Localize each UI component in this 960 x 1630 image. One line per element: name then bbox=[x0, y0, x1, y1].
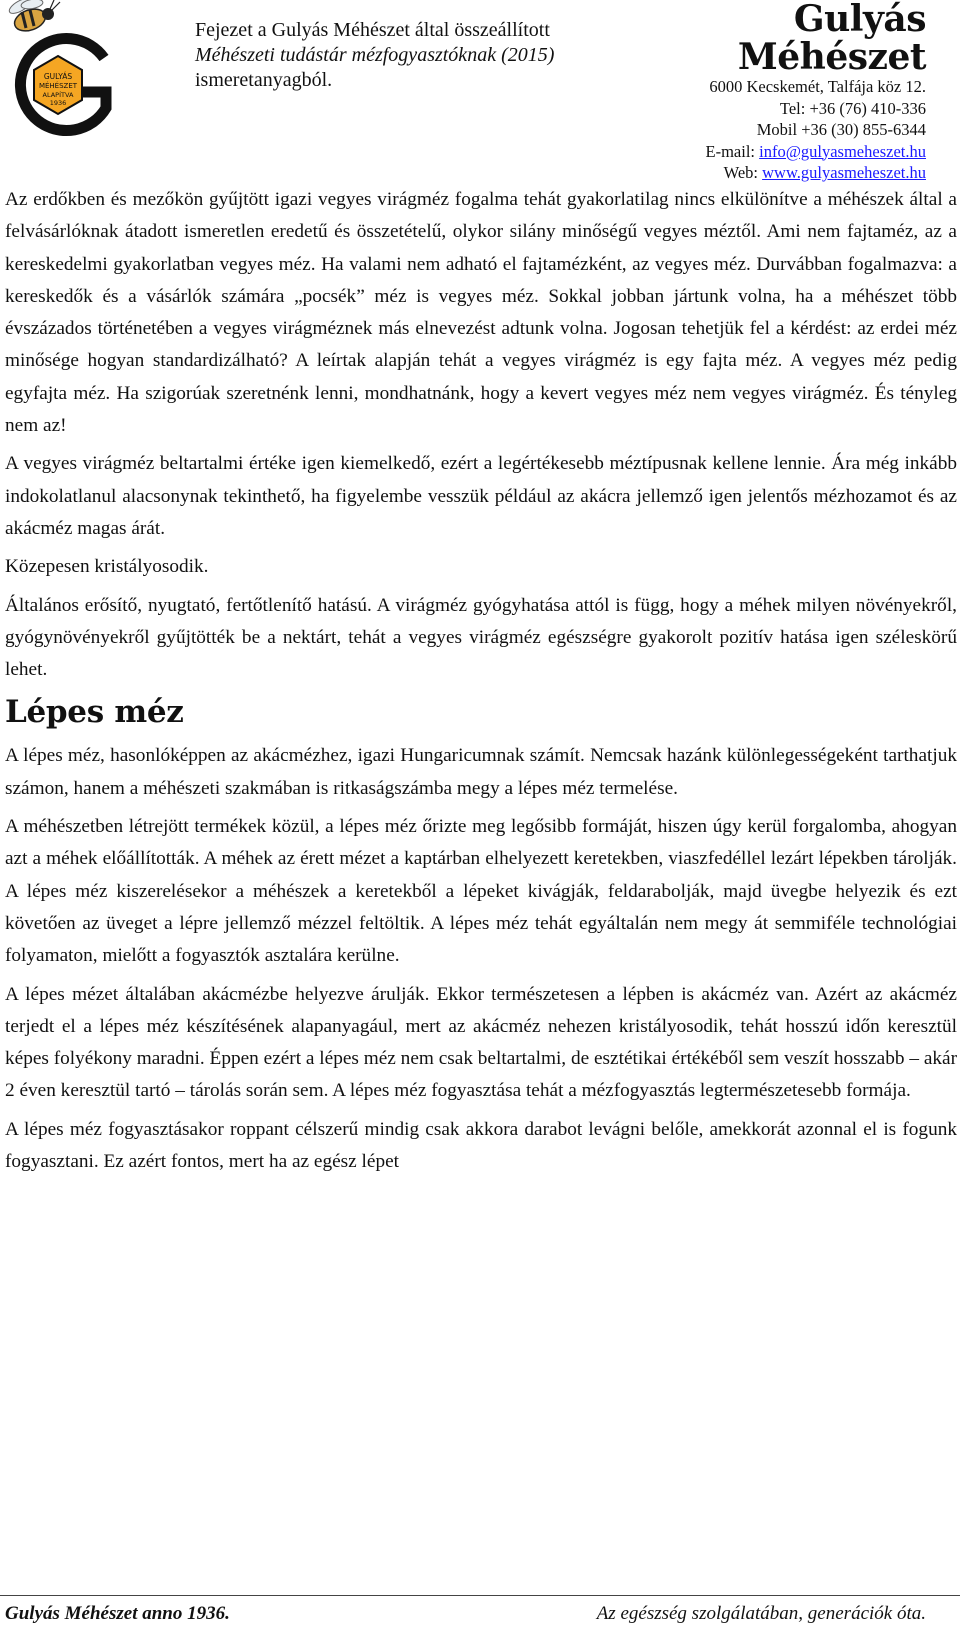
logo-text-3: ALAPÍTVA bbox=[42, 91, 74, 99]
footer-right: Az egészség szolgálatában, generációk óta. bbox=[596, 1603, 926, 1624]
intro-line-1: Fejezet a Gulyás Méhészet által összeállított bbox=[195, 19, 550, 41]
web-line bbox=[626, 162, 926, 184]
logo-text-2: MÉHÉSZET bbox=[38, 82, 78, 90]
logo-text-4: 1936 bbox=[49, 99, 67, 107]
paragraph: A méhészetben létrejött termékek közül, a lépes méz őrizte meg legősibb formáját, hiszen úgy kerül forgalomba, ahogyan azt a méhek előállították. A méhek az érett mézet a kaptárban elhelyezett keretekben, viaszfedéllel lezárt lépekben tárolják. A lépes méz kiszerelésekor a méhészek a keretekből a lépeket kivágják, feldarabolják, majd üvegbe helyezik és ezt követően az üveget a lépre jellemző mézzel feltöltik. A lépes méz tehát egyáltalán nem megy át semmiféle technológiai folyamaton, mielőtt a fogyasztók asztalára kerülne. bbox=[5, 816, 957, 967]
section-heading: Lépes méz bbox=[5, 694, 184, 731]
email-line bbox=[626, 141, 926, 163]
email-link[interactable]: info@gulyasmeheszet.hu bbox=[759, 141, 926, 161]
paragraph: Általános erősítő, nyugtató, fertőtlenítő hatású. A virágméz gyógyhatása attól is függ, hogy a méhek milyen növényekről, gyógynövényekről gyűjtötték be a nektárt, tehát a vegyes virágméz egészségre gyakorolt pozitív hatása igen széleskörű lehet. bbox=[5, 594, 957, 681]
web-label: Web: bbox=[723, 163, 763, 182]
logo-text-1: GULYÁS bbox=[43, 72, 73, 81]
brand-name: Gulyás Méhészet bbox=[737, 0, 926, 78]
paragraph: A lépes méz fogyasztásakor roppant célszerű mindig csak akkora darabot levágni belőle, amekkorát azonnal el is fogunk fogyasztani. Ez azért fontos, mert ha az egész lépet bbox=[5, 1118, 957, 1173]
phone: Tel: +36 (76) 410-336 bbox=[779, 98, 926, 118]
footer-left: Gulyás Méhészet anno 1936. bbox=[5, 1603, 230, 1624]
email-label: E-mail: bbox=[705, 141, 760, 161]
paragraph: Az erdőkben és mezőkön gyűjtött igazi vegyes virágméz fogalma tehát gyakorlatilag nincs elkülönítve a méhészek által a felvásárlóknak átadott ismeretlen eredetű és összetételű, olykor silány minőségű vegyes méztől. Ami nem fajtaméz, az a kereskedelmi gyakorlatban vegyes méz. Ha valami nem adható el fajtamézként, az vegyes méz. Durvábban fogalmazva: a kereskedők és a vásárlók számára „pocsék” méz is vegyes méz. Sokkal jobban jártunk volna, ha a méhészet több évszázados történetében a vegyes virágméznek más elnevezést adtunk volna. Jogosan tehetjük fel a kérdést: az erdei méz minősége hogyan standardizálható? A leírtak alapján tehát a vegyes virágméz is egy fajta méz. A vegyes méz pedig egyfajta méz. Ha szigorúak szeretnénk lenni, mondhatnánk, hogy a kevert vegyes méz nem vegyes virágméz. És tényleg nem az! bbox=[5, 189, 957, 437]
mobile: Mobil +36 (30) 855-6344 bbox=[756, 120, 926, 139]
bee-honeycomb-logo-icon bbox=[0, 0, 120, 150]
intro-line-3: ismeretanyagból. bbox=[195, 69, 333, 91]
paragraph: A lépes méz, hasonlóképpen az akácmézhez, igazi Hungaricumnak számít. Nemcsak hazánk különlegességeként tarthatjuk számon, hanem a méhészeti szakmában is ritkaságszámba megy a lépes méz termelése. bbox=[5, 745, 957, 799]
paragraph: A lépes mézet általában akácmézbe helyezve árulják. Ekkor természetesen a lépben is akácméz van. Azért az akácméz terjedt el a lépes méz készítésének alapanyagául, mert az akácméz nehezen kristályosodik, tehát hosszú időn keresztül képes folyékony maradni. Éppen ezért a lépes méz nem csak beltartalmi, de esztétikai értékéből sem veszít hosszabb – akár 2 éven keresztül tartó – tárolás során sem. A lépes méz fogyasztása tehát a mézfogyasztás legtermészetesebb formája. bbox=[5, 983, 957, 1102]
web-link[interactable]: www.gulyasmeheszet.hu bbox=[762, 163, 926, 182]
paragraph: A vegyes virágméz beltartalmi értéke igen kiemelkedő, ezért a legértékesebb méztípusnak kellene lennie. Ára még inkább indokolatlanul alacsonynak tekinthető, ha figyelembe vesszük például az akácra jellemző igen jelentős mézhozamot és az akácméz magas árát. bbox=[5, 453, 957, 539]
paragraph: Közepesen kristályosodik. bbox=[5, 556, 209, 578]
document-body bbox=[5, 184, 957, 1184]
header-intro bbox=[195, 18, 615, 93]
intro-line-2: Méhészeti tudástár mézfogyasztóknak (2015) bbox=[195, 44, 555, 66]
footer-divider bbox=[0, 1595, 960, 1596]
header-contact bbox=[626, 0, 926, 184]
address: 6000 Kecskemét, Talfája köz 12. bbox=[709, 77, 926, 96]
